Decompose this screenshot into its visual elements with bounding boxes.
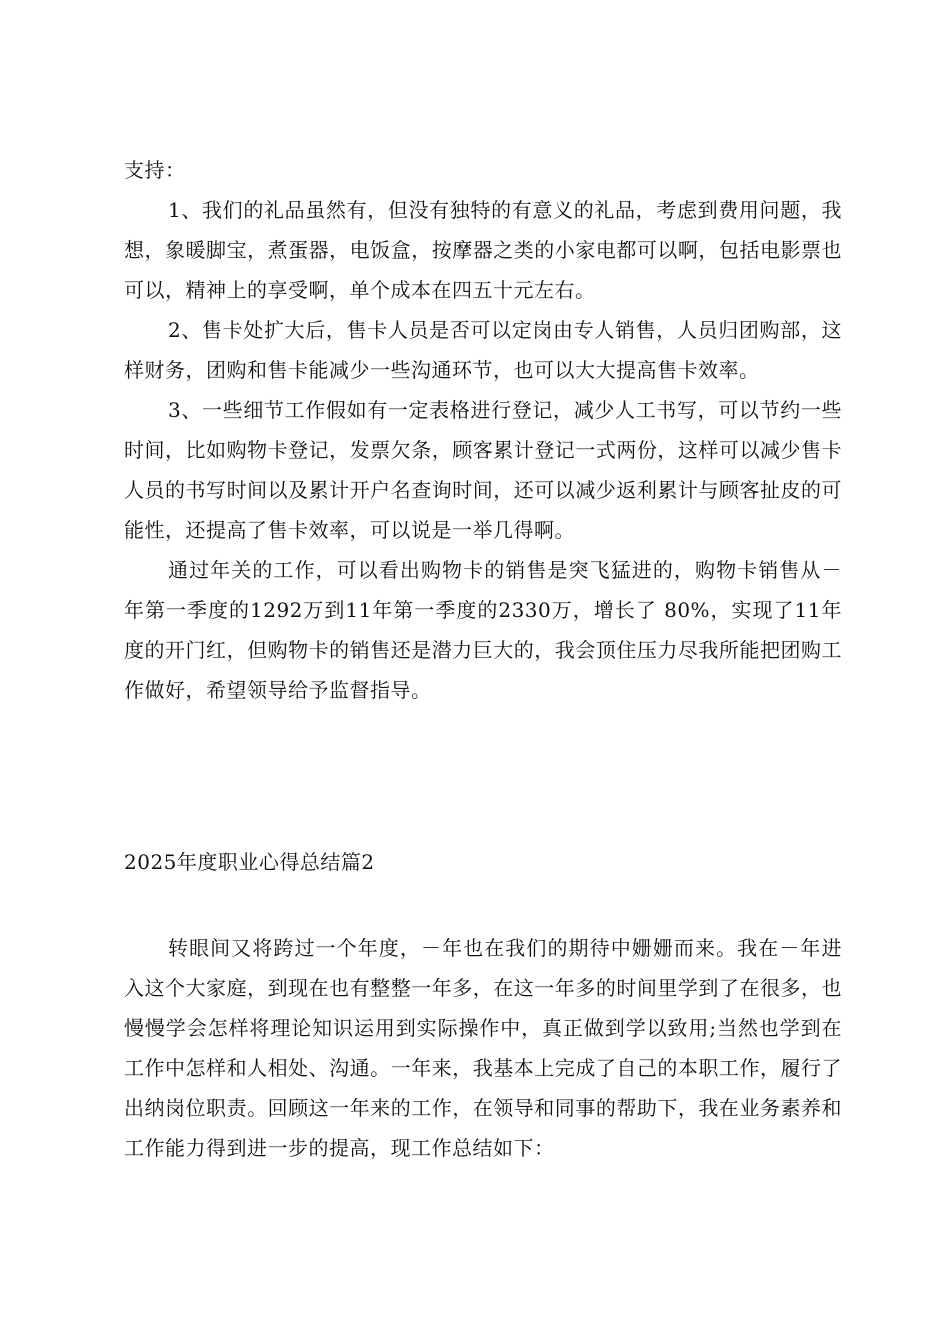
article-section bbox=[124, 928, 842, 1168]
article-paragraph: 转眼间又将跨过一个年度，－年也在我们的期待中姗姗而来。我在－年进入这个大家庭，到现在也有整整一年多，在这一年多的时间里学到了在很多，也慢慢学会怎样将理论知识运用到实际操作中，真正做到学以致用;当然也学到在工作中怎样和人相处、沟通。一年来，我基本上完成了自己的本职工作，履行了出纳岗位职责。回顾这一年来的工作，在领导和同事的帮助下，我在业务素养和工作能力得到进一步的提高，现工作总结如下： bbox=[124, 936, 842, 1160]
paragraph-item-3: 3、一些细节工作假如有一定表格进行登记，减少人工书写，可以节约一些时间，比如购物卡登记，发票欠条，顾客累计登记一式两份，这样可以减少售卡人员的书写时间以及累计开户名查询时间，还可以减少返利累计与顾客扯皮的可能性，还提高了售卡效率，可以说是一举几得啊。 bbox=[124, 398, 842, 542]
paragraph-item-2: 2、售卡处扩大后，售卡人员是否可以定岗由专人销售，人员归团购部，这样财务，团购和售卡能减少一些沟通环节，也可以大大提高售卡效率。 bbox=[124, 318, 842, 382]
section-heading-block bbox=[124, 842, 842, 882]
support-section bbox=[124, 150, 842, 710]
support-label: 支持： bbox=[124, 158, 186, 182]
section-heading: 2025年度职业心得总结篇2 bbox=[124, 850, 375, 874]
paragraph-item-1: 1、我们的礼品虽然有，但没有独特的有意义的礼品，考虑到费用问题，我想，象暖脚宝，煮蛋器，电饭盒，按摩器之类的小家电都可以啊，包括电影票也可以，精神上的享受啊，单个成本在四五十元左右。 bbox=[124, 198, 842, 302]
summary-paragraph: 通过年关的工作，可以看出购物卡的销售是突飞猛进的，购物卡销售从－年第一季度的1292万到11年第一季度的2330万，增长了 80%，实现了11年度的开门红，但购物卡的销售还是潜力巨大的，我会顶住压力尽我所能把团购工作做好，希望领导给予监督指导。 bbox=[124, 558, 842, 702]
